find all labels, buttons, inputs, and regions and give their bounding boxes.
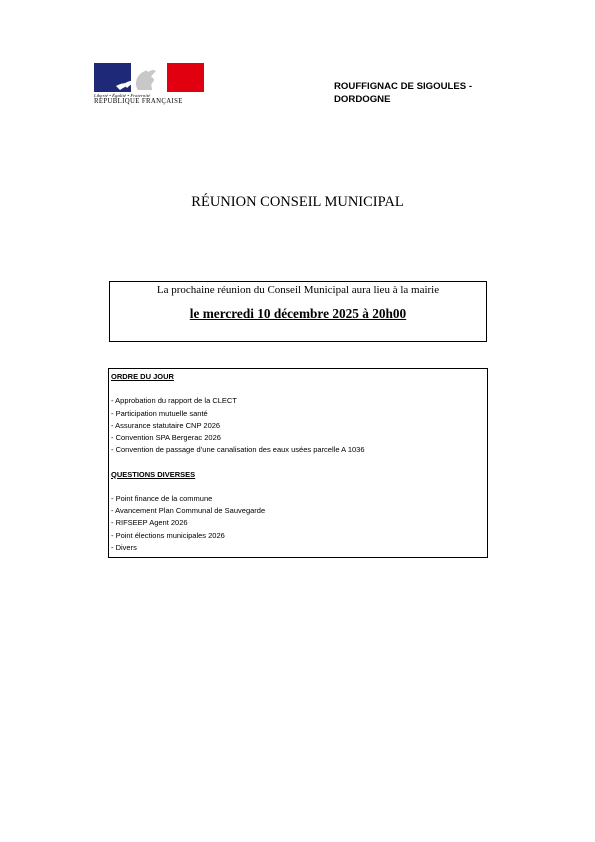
agenda-item: - Participation mutuelle santé: [111, 408, 208, 418]
questions-heading: QUESTIONS DIVERSES: [111, 469, 196, 479]
logo-motto: Liberté • Égalité • Fraternité: [94, 93, 151, 98]
question-item: - RIFSEEP Agent 2026: [111, 518, 188, 528]
agenda-heading: ORDRE DU JOUR: [111, 372, 174, 381]
marianne-flag-icon: [94, 63, 204, 92]
agenda-item: - Approbation du rapport de la CLECT: [111, 396, 237, 406]
logo-republic: RÉPUBLIQUE FRANÇAISE: [94, 98, 183, 105]
page-title: RÉUNION CONSEIL MUNICIPAL: [191, 194, 404, 210]
commune-name: [334, 80, 472, 106]
agenda-item: - Assurance statutaire CNP 2026: [111, 420, 221, 430]
meeting-date: le mercredi 10 décembre 2025 à 20h00: [189, 306, 407, 321]
agenda-box: [108, 368, 488, 558]
commune-line-2: DORDOGNE: [334, 94, 391, 105]
question-item: - Avancement Plan Communal de Sauvegarde: [111, 506, 266, 516]
question-item: - Point finance de la commune: [111, 493, 213, 503]
commune-line-1: ROUFFIGNAC DE SIGOULES -: [334, 81, 473, 92]
announcement-intro: La prochaine réunion du Conseil Municipal aura lieu à la mairie: [156, 284, 440, 296]
republique-francaise-logo: [94, 63, 204, 105]
agenda-item: - Convention de passage d’une canalisation des eaux usées parcelle A 1036: [111, 445, 365, 455]
question-item: - Divers: [111, 542, 137, 552]
announcement-box: [109, 281, 487, 342]
agenda-item: - Convention SPA Bergerac 2026: [111, 433, 221, 442]
question-item: - Point élections municipales 2026: [111, 530, 225, 540]
